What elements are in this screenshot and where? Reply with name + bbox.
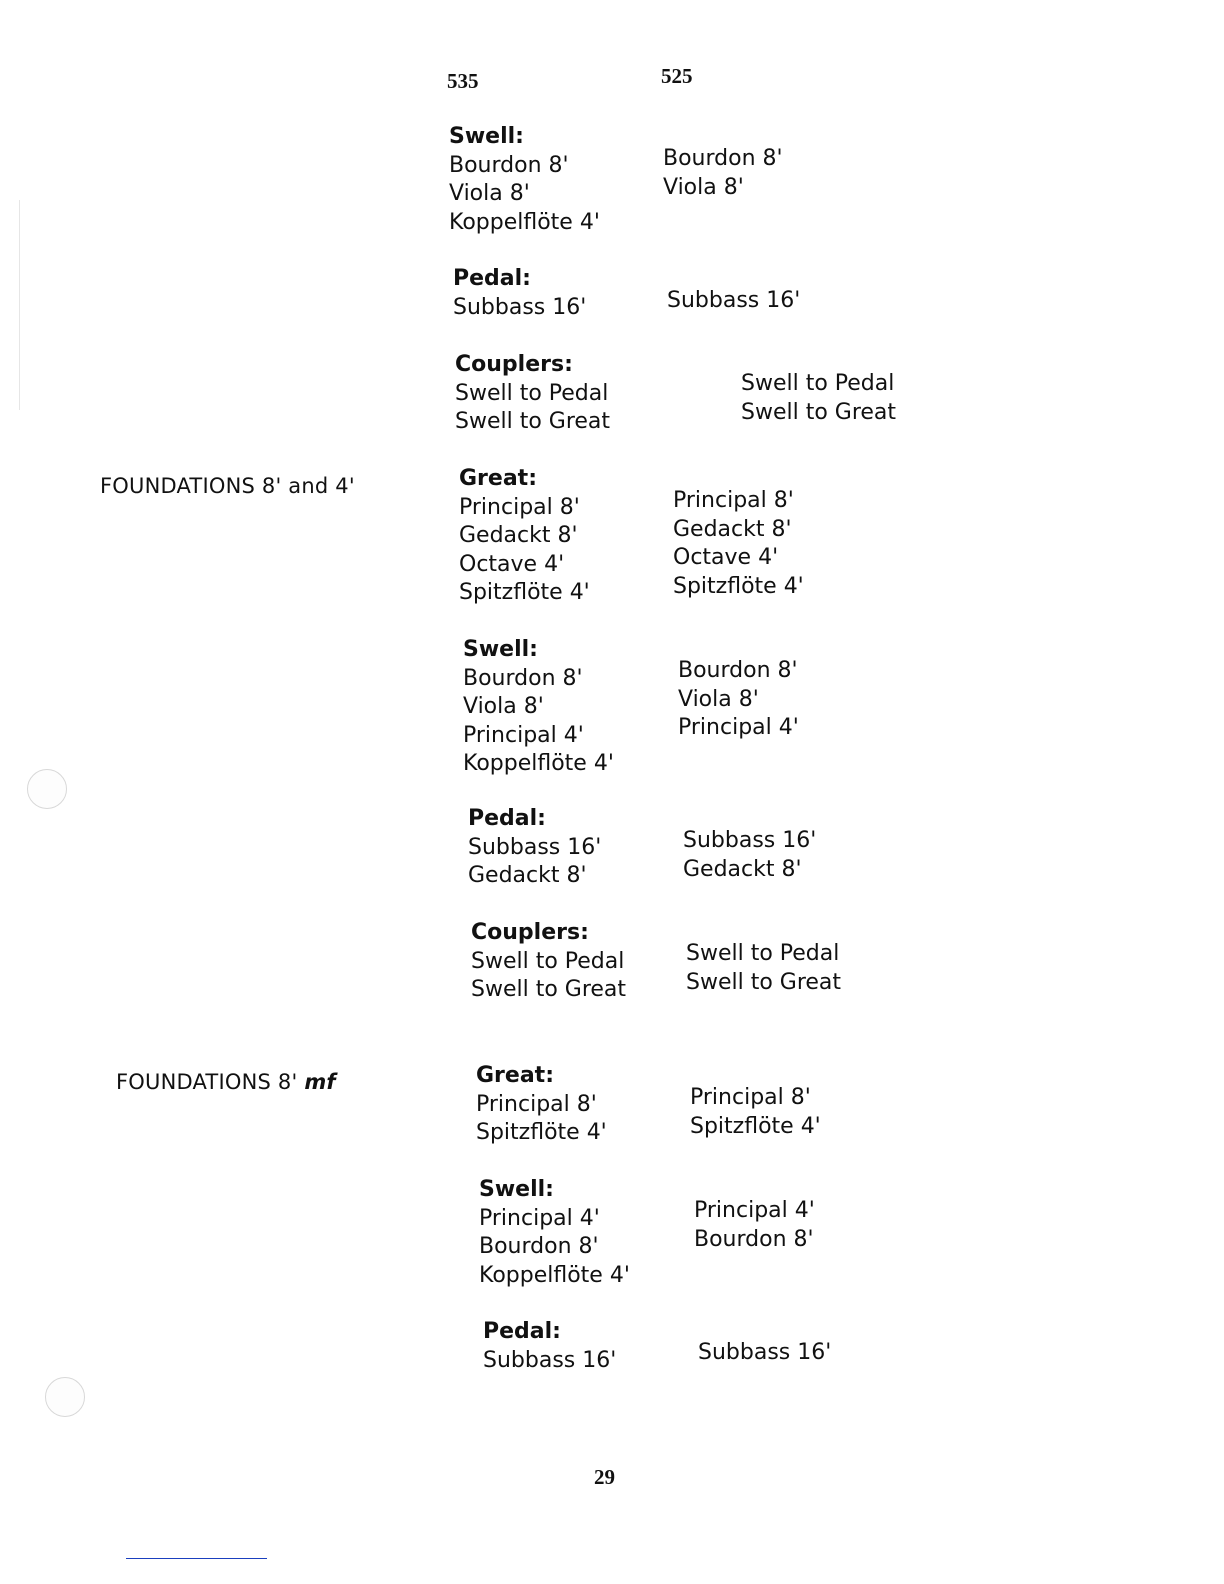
stop-block-525-couplers [741,370,896,427]
stop-item: Gedackt 8' [459,523,578,548]
coupler-item: Swell to Great [686,969,842,995]
stop-block-535-swell [449,123,600,237]
section-title-foundations-8-mf [116,1070,336,1094]
stop-block-525-swell [663,145,783,202]
stop-item: Bourdon 8' [479,1234,599,1259]
section-title-text: FOUNDATIONS 8' and 4' [100,474,355,498]
stop-block-535-pedal [453,265,586,322]
stop-item: Principal 4' [694,1198,815,1223]
division-heading: Swell: [449,124,524,149]
stop-item: Bourdon 8' [694,1226,814,1252]
stop-block-535-couplers [455,351,610,437]
stop-block-525-swell [678,657,799,743]
coupler-item: Swell to Pedal [471,948,625,974]
stop-item: Principal 8' [459,494,580,520]
division-heading: Couplers: [455,352,573,377]
stop-block-535-pedal [483,1318,616,1375]
stop-item: Subbass 16' [683,828,817,853]
stop-item: Spitzflöte 4' [690,1113,821,1139]
dynamic-marking: mf [304,1070,336,1094]
stop-item: Subbass 16' [698,1340,832,1365]
stop-item: Subbass 16' [468,834,602,860]
stop-item: Gedackt 8' [673,516,792,542]
blue-underline-mark [126,1558,267,1559]
stop-block-525-pedal [698,1339,831,1368]
coupler-item: Swell to Great [471,977,627,1002]
coupler-item: Swell to Great [455,409,611,434]
stop-block-535-pedal [468,805,601,891]
division-heading: Pedal: [468,806,546,831]
coupler-item: Swell to Pedal [455,380,609,406]
stop-block-535-great [459,465,590,608]
stop-block-535-great [476,1062,607,1148]
stop-item: Subbass 16' [483,1347,617,1373]
coupler-item: Swell to Pedal [686,941,840,966]
stop-item: Gedackt 8' [468,863,587,888]
section-title-text: FOUNDATIONS 8' [116,1070,298,1094]
stop-block-525-pedal [667,287,800,316]
coupler-item: Swell to Great [741,399,897,425]
stop-item: Koppelflöte 4' [463,751,614,776]
stop-item: Subbass 16' [667,288,801,313]
section-title-foundations-8-4 [100,474,355,498]
stop-item: Octave 4' [673,545,779,570]
stop-item: Principal 8' [476,1091,597,1117]
division-heading: Swell: [463,637,538,662]
stop-item: Principal 8' [690,1085,811,1110]
stop-item: Viola 8' [449,181,530,206]
stop-block-525-swell [694,1197,815,1254]
scan-edge-mark [19,200,20,410]
stop-item: Viola 8' [463,694,544,719]
stop-block-535-couplers [471,919,626,1005]
division-heading: Swell: [479,1177,554,1202]
page-number: 29 [594,1465,615,1489]
coupler-item: Swell to Pedal [741,371,895,396]
stop-item: Spitzflöte 4' [476,1120,607,1145]
stop-block-535-swell [479,1176,630,1290]
stop-block-525-pedal [683,827,816,884]
stop-item: Koppelflöte 4' [449,209,600,235]
stop-block-525-great [690,1084,821,1141]
stop-item: Gedackt 8' [683,856,802,882]
stop-item: Bourdon 8' [678,658,798,683]
division-heading: Pedal: [453,266,531,291]
division-heading: Great: [476,1063,554,1088]
stop-item: Bourdon 8' [663,146,783,171]
stop-block-535-swell [463,636,614,779]
stop-item: Subbass 16' [453,294,587,320]
stop-item: Principal 4' [678,715,799,740]
stop-item: Bourdon 8' [463,665,583,691]
punch-hole-lower [45,1377,85,1417]
division-heading: Couplers: [471,920,589,945]
stop-item: Principal 4' [463,722,584,748]
stop-block-525-couplers [686,940,841,997]
stop-block-525-great [673,487,804,601]
stop-item: Spitzflöte 4' [459,580,590,605]
column-header-535: 535 [447,69,479,93]
stop-item: Octave 4' [459,551,565,577]
division-heading: Pedal: [483,1319,561,1344]
stop-item: Bourdon 8' [449,152,569,178]
punch-hole-upper [27,769,67,809]
stop-item: Viola 8' [663,174,744,200]
stop-item: Koppelflöte 4' [479,1262,630,1288]
stop-item: Spitzflöte 4' [673,573,804,599]
division-heading: Great: [459,466,537,491]
stop-item: Viola 8' [678,686,759,712]
stop-item: Principal 8' [673,488,794,513]
column-header-525: 525 [661,64,693,88]
stop-item: Principal 4' [479,1205,600,1231]
